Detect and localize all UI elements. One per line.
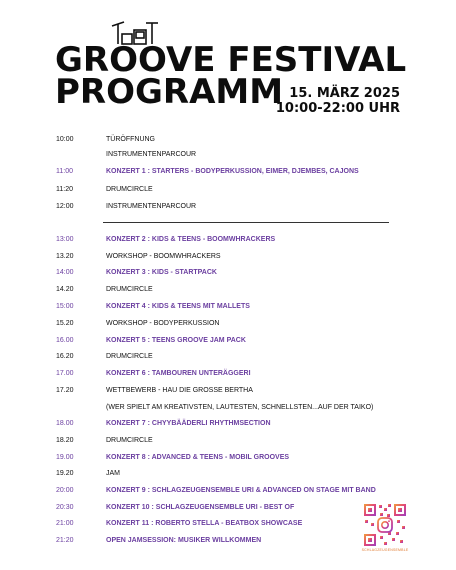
title-line-1: GROOVE FESTIVAL xyxy=(55,40,407,80)
row-time: 21:20 xyxy=(56,537,74,544)
row-time: 20:30 xyxy=(56,504,74,511)
row-time: 11:20 xyxy=(56,186,73,193)
festival-date: 15. MÄRZ 2025 xyxy=(289,86,400,101)
schedule-row xyxy=(0,283,456,297)
qr-code[interactable] xyxy=(362,502,408,548)
row-event: KONZERT 11 : ROBERTO STELLA - BEATBOX SHOWCASE xyxy=(106,520,303,527)
row-time: 13:00 xyxy=(56,236,74,243)
row-event: INSTRUMENTENPARCOUR xyxy=(106,151,197,158)
qr-caption: SCHLAGZEUGENSEMBLE xyxy=(361,548,409,552)
date-block xyxy=(276,86,400,116)
schedule-row xyxy=(0,384,456,398)
row-event: DRUMCIRCLE xyxy=(106,186,153,193)
row-event: DRUMCIRCLE xyxy=(106,437,153,444)
row-event: KONZERT 5 : TEENS GROOVE JAM PACK xyxy=(106,337,246,344)
schedule-row xyxy=(0,484,456,498)
schedule-row xyxy=(0,334,456,348)
row-time: 14:00 xyxy=(56,269,74,276)
row-event: DRUMCIRCLE xyxy=(106,286,153,293)
row-event: KONZERT 3 : KIDS - STARTPACK xyxy=(106,269,217,276)
row-event: KONZERT 8 : ADVANCED & TEENS - MOBIL GROOVES xyxy=(106,454,290,461)
schedule-row xyxy=(0,300,456,314)
schedule-row xyxy=(0,250,456,264)
row-event: KONZERT 4 : KIDS & TEENS MIT MALLETS xyxy=(106,303,250,310)
row-time: 13.20 xyxy=(56,253,74,260)
row-time: 16.00 xyxy=(56,337,74,344)
row-event: (WER SPIELT AM KREATIVSTEN, LAUTESTEN, SCHNELLSTEN...AUF DER TAIKO) xyxy=(106,404,374,411)
row-time: 20:00 xyxy=(56,487,74,494)
schedule-row xyxy=(0,350,456,364)
row-time: 18.00 xyxy=(56,420,74,427)
row-time: 19.00 xyxy=(56,454,74,461)
schedule-row xyxy=(0,317,456,331)
row-time: 21:00 xyxy=(56,520,74,527)
row-event: KONZERT 2 : KIDS & TEENS - BOOMWHRACKERS xyxy=(106,236,276,243)
row-event: JAM xyxy=(106,470,120,477)
section-divider xyxy=(103,222,389,223)
row-time: 17.00 xyxy=(56,370,74,377)
row-event: KONZERT 7 : CHYYBÄÄDERLI RHYTHMSECTION xyxy=(106,420,271,427)
row-event: KONZERT 6 : TAMBOUREN UNTERÄGGERI xyxy=(106,370,251,377)
row-time: 11:00 xyxy=(56,168,73,175)
schedule-row xyxy=(0,233,456,247)
schedule-row xyxy=(0,200,456,214)
schedule-row xyxy=(0,148,456,162)
row-event: OPEN JAMSESSION: MUSIKER WILLKOMMEN xyxy=(106,537,262,544)
row-time: 12:00 xyxy=(56,203,74,210)
row-time: 18.20 xyxy=(56,437,74,444)
row-time: 15:00 xyxy=(56,303,74,310)
schedule-row xyxy=(0,401,456,415)
schedule-row xyxy=(0,451,456,465)
schedule-row xyxy=(0,183,456,197)
schedule-row xyxy=(0,467,456,481)
schedule-row xyxy=(0,133,456,147)
row-event: WETTBEWERB - HAU DIE GROSSE BERTHA xyxy=(106,387,253,394)
schedule-row xyxy=(0,266,456,280)
row-event: WORKSHOP - BODYPERKUSSION xyxy=(106,320,220,327)
row-time: 17.20 xyxy=(56,387,74,394)
row-event: DRUMCIRCLE xyxy=(106,353,153,360)
row-event: KONZERT 10 : SCHLAGZEUGENSEMBLE URI - BEST OF xyxy=(106,504,295,511)
row-time: 19.20 xyxy=(56,470,74,477)
row-time: 15.20 xyxy=(56,320,74,327)
schedule-row xyxy=(0,165,456,179)
festival-hours: 10:00-22:00 UHR xyxy=(275,101,400,116)
schedule-row xyxy=(0,417,456,431)
title-line-2: PROGRAMM xyxy=(55,72,284,112)
row-time: 14.20 xyxy=(56,286,74,293)
schedule-row xyxy=(0,367,456,381)
schedule-row xyxy=(0,434,456,448)
row-event: INSTRUMENTENPARCOUR xyxy=(106,203,197,210)
row-event: TÜRÖFFNUNG xyxy=(106,136,155,143)
row-time: 10:00 xyxy=(56,136,74,143)
row-time: 16.20 xyxy=(56,353,74,360)
row-event: WORKSHOP - BOOMWHRACKERS xyxy=(106,253,221,260)
row-event: KONZERT 1 : STARTERS - BODYPERKUSSION, EIMER, DJEMBES, CAJONS xyxy=(106,168,359,175)
row-event: KONZERT 9 : SCHLAGZEUGENSEMBLE URI & ADVANCED ON STAGE MIT BAND xyxy=(106,487,376,494)
